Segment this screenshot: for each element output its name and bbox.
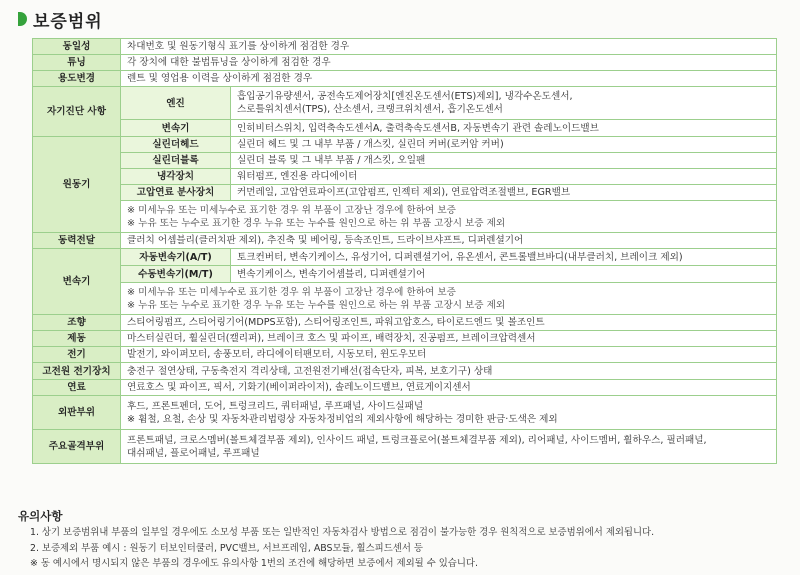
table-row (33, 283, 777, 315)
category-cell: 외판부위 (33, 396, 121, 430)
description-cell: 토크컨버터, 변속기케이스, 유성기어, 디퍼렌셜기어, 유온센서, 콘트롤밸브바디(내부클러치, 브레이크 제외) (231, 249, 777, 266)
title-marker-icon (18, 12, 27, 26)
category-cell: 원동기 (33, 137, 121, 233)
table-row (33, 347, 777, 363)
subcategory-cell: 변속기 (121, 120, 231, 137)
note-cell (121, 283, 777, 315)
table-row (33, 430, 777, 464)
description-cell: 발전기, 와이퍼모터, 송풍모터, 라디에이터팬모터, 시동모터, 윈도우모터 (121, 347, 777, 363)
table-row (33, 266, 777, 283)
description-cell: 연료호스 및 파이프, 픽서, 기화기(베이퍼라이저), 솔레노이드밸브, 연료게이지센서 (121, 380, 777, 396)
description-cell: 인히비터스위치, 입력축속도센서A, 출력축속도센서B, 자동변속기 관련 솔레노이드밸브 (231, 120, 777, 137)
description-cell: 실린더 헤드 및 그 내부 부품 / 개스킷, 실린더 커버(로커암 커버) (231, 137, 777, 153)
section-title (18, 6, 103, 32)
note-cell (121, 201, 777, 233)
table-row (33, 396, 777, 430)
description-cell: 마스터실린더, 휠실린더(캘리퍼), 브레이크 호스 및 파이프, 배력장치, 진공펌프, 브레이크압력센서 (121, 331, 777, 347)
category-cell: 전기 (33, 347, 121, 363)
page-title: 보증범위 (33, 11, 103, 32)
table-row (33, 55, 777, 71)
description-cell: 충전구 절연상태, 구동축전지 격리상태, 고전원전기배선(접속단자, 피복, 보호기구) 상태 (121, 363, 777, 380)
subcategory-cell: 실린더헤드 (121, 137, 231, 153)
table-row (33, 120, 777, 137)
notes-title: 유의사항 (18, 509, 63, 523)
table-row (33, 315, 777, 331)
table-row (33, 153, 777, 169)
category-cell: 고전원 전기장치 (33, 363, 121, 380)
table-row (33, 169, 777, 185)
category-cell: 튜닝 (33, 55, 121, 71)
description-line: 대쉬패널, 플로어패널, 루프패널 (127, 447, 260, 459)
description-cell: 각 장치에 대한 불법튜닝을 상이하게 점검한 경우 (121, 55, 777, 71)
subcategory-cell: 실린더블록 (121, 153, 231, 169)
subcategory-cell: 고압연료 분사장치 (121, 185, 231, 201)
note-line: ※ 누유 또는 누수로 표기한 경우 누유 또는 누수를 원인으로 하는 위 부품 고장시 보증 제외 (127, 217, 506, 229)
note-item: ※ 동 예시에서 명시되지 않은 부품의 경우에도 유의사항 1번의 조건에 해당하면 보증에서 제외될 수 있습니다. (30, 558, 478, 569)
description-line: 프론트패널, 크로스멤버(볼트체결부품 제외), 인사이드 패널, 트렁크플로어(볼트체결부품 제외), 리어패널, 사이드멤버, 휠하우스, 필러패널, (127, 434, 707, 446)
description-cell: 렌트 및 영업용 이력을 상이하게 점검한 경우 (121, 71, 777, 87)
category-cell: 제동 (33, 331, 121, 347)
description-line: 흡입공기유량센서, 공전속도제어장치[엔진온도센서(ETS)제외], 냉각수온도센서, (237, 91, 573, 102)
description-cell: 워터펌프, 엔진용 라디에이터 (231, 169, 777, 185)
note-item: 1. 상기 보증범위내 부품의 일부일 경우에도 소모성 부품 또는 일반적인 자동차검사 방법으로 점검이 불가능한 경우 원칙적으로 보증범위에서 제외됩니다. (30, 527, 655, 538)
description-line: 스로틀위치센서(TPS), 산소센서, 크랭크위치센서, 흡기온도센서 (237, 104, 503, 115)
description-cell: 실린더 블록 및 그 내부 부품 / 개스킷, 오일팬 (231, 153, 777, 169)
description-cell: 차대번호 및 원동기형식 표기를 상이하게 점검한 경우 (121, 39, 777, 55)
coverage-table (32, 38, 777, 464)
category-cell: 동일성 (33, 39, 121, 55)
subcategory-cell: 엔진 (121, 87, 231, 120)
table-row (33, 39, 777, 55)
description-cell: 클러치 어셈블리(클러치판 제외), 추진축 및 베어링, 등속조인트, 드라이브샤프트, 디퍼렌셜기어 (121, 233, 777, 249)
subcategory-cell: 냉각장치 (121, 169, 231, 185)
description-cell: 변속기케이스, 변속기어셈블리, 디퍼렌셜기어 (231, 266, 777, 283)
subcategory-cell: 수동변속기(M/T) (121, 266, 231, 283)
category-cell: 자기진단 사항 (33, 87, 121, 137)
table-row (33, 331, 777, 347)
note-line: ※ 미세누유 또는 미세누수로 표기한 경우 위 부품이 고장난 경우에 한하여 보증 (127, 204, 456, 216)
description-cell (121, 430, 777, 464)
note-item: 2. 보증제외 부품 예시 : 원동기 터보인터쿨러, PVC밸브, 서브프레임, ABS모듈, 휠스피드센서 등 (30, 542, 423, 554)
category-cell: 동력전달 (33, 233, 121, 249)
table-row (33, 380, 777, 396)
table-row (33, 363, 777, 380)
note-line: ※ 누유 또는 누수로 표기한 경우 누유 또는 누수를 원인으로 하는 위 부품 고장시 보증 제외 (127, 299, 506, 311)
description-cell (231, 87, 777, 120)
category-cell: 연료 (33, 380, 121, 396)
category-cell: 조향 (33, 315, 121, 331)
description-line: ※ 휨철, 요철, 손상 및 자동차관리법령상 자동차정비업의 제외사항에 해당하는 경미한 판금·도색은 제외 (127, 413, 558, 425)
table-row (33, 201, 777, 233)
category-cell: 변속기 (33, 249, 121, 315)
table-row (33, 71, 777, 87)
table-row (33, 185, 777, 201)
notes-list (30, 525, 790, 572)
subcategory-cell: 자동변속기(A/T) (121, 249, 231, 266)
description-cell (121, 396, 777, 430)
description-cell: 스티어링펌프, 스티어링기어(MDPS포함), 스티어링조인트, 파워고압호스, 타이로드엔드 및 볼조인트 (121, 315, 777, 331)
description-line: 후드, 프론트펜더, 도어, 트렁크리드, 쿼터패널, 루프패널, 사이드실패널 (127, 400, 424, 412)
table-row (33, 233, 777, 249)
table-row (33, 249, 777, 266)
category-cell: 용도변경 (33, 71, 121, 87)
table-row (33, 87, 777, 120)
description-cell: 커먼레일, 고압연료파이프(고압펌프, 인젝터 제외), 연료압력조절밸브, EGR밸브 (231, 185, 777, 201)
table-row (33, 137, 777, 153)
category-cell: 주요골격부위 (33, 430, 121, 464)
note-line: ※ 미세누유 또는 미세누수로 표기한 경우 위 부품이 고장난 경우에 한하여 보증 (127, 286, 456, 298)
